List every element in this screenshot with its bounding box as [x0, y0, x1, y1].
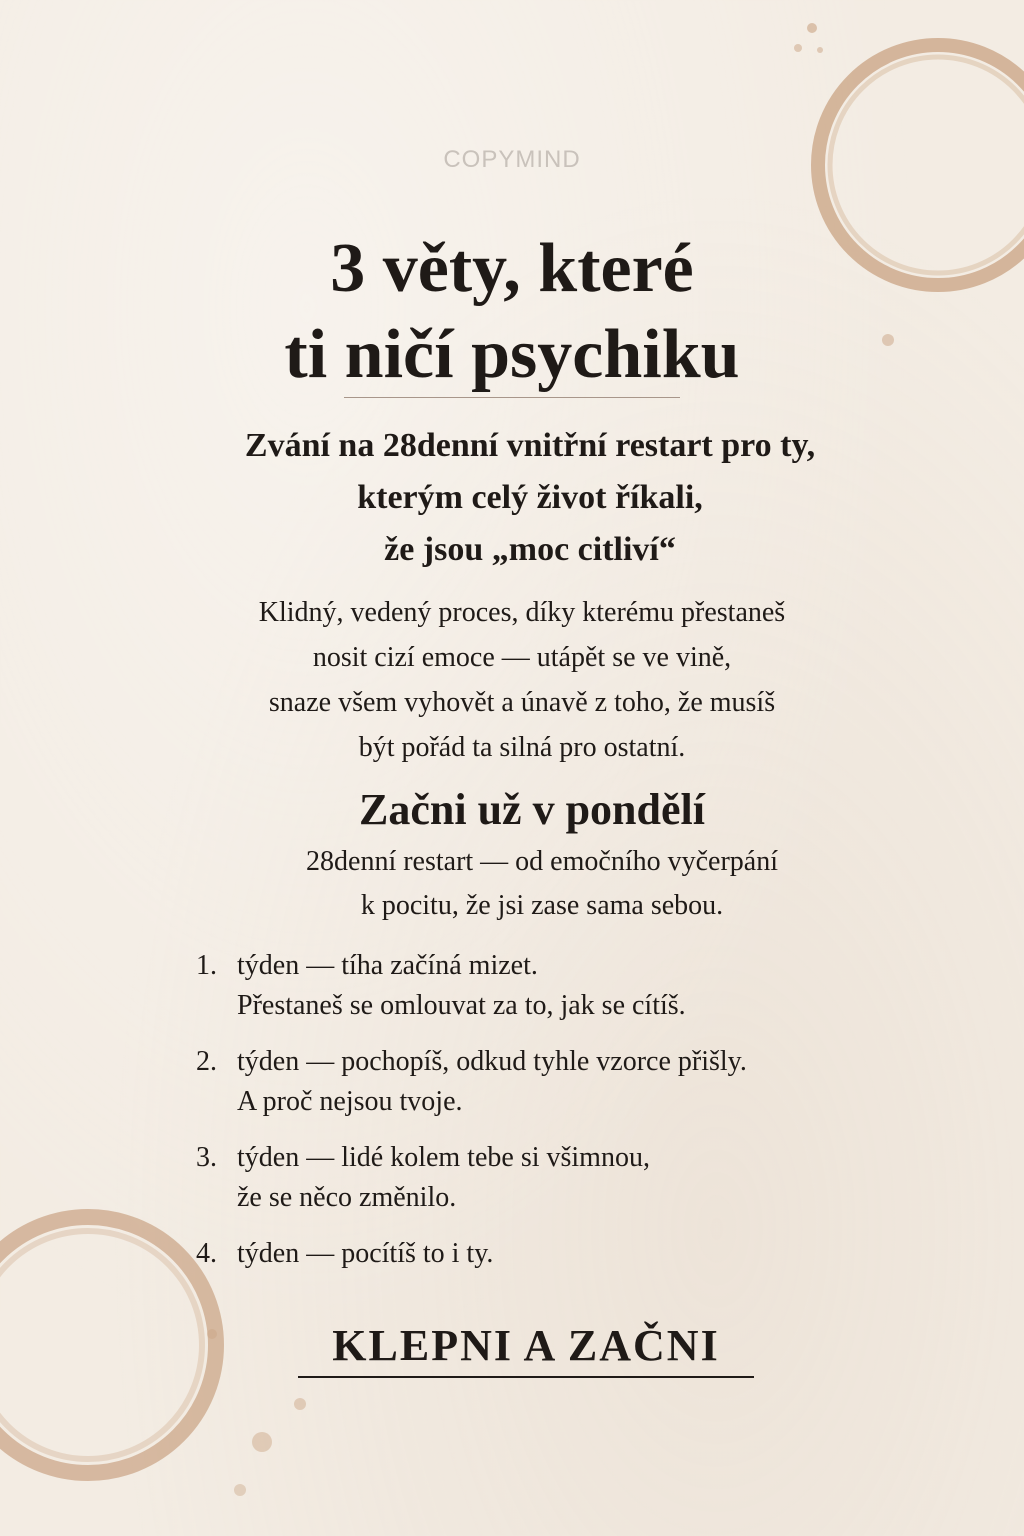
subheading-line: k pocitu, že jsi zase sama sebou.	[360, 890, 724, 921]
list-item-line: týden — pocítíš to i ty.	[237, 1238, 494, 1269]
description-line: snaze všem vyhovět a únavě z toho, že musíš	[268, 687, 776, 718]
list-item-line: týden — pochopíš, odkud tyhle vzorce přišly.	[237, 1046, 747, 1077]
title-line: ti ničí psychiku	[284, 316, 740, 393]
list-item-line: že se něco změnilo.	[237, 1182, 457, 1213]
list-item-line: týden — tíha začíná mizet.	[237, 950, 538, 981]
title-divider	[344, 397, 680, 398]
list-item-line: Přestaneš se omlouvat za to, jak se cítíš.	[237, 990, 686, 1021]
brand-watermark: COPYMIND	[443, 146, 581, 173]
description	[0, 590, 1024, 770]
subtitle-line: že jsou „moc citliví“	[384, 531, 676, 568]
description-line: Klidný, vedený proces, díky kterému přestaneš	[258, 597, 786, 628]
subheading-line: 28denní restart — od emočního vyčerpání	[306, 846, 778, 877]
list-item-line: týden — lidé kolem tebe si všimnou,	[237, 1142, 650, 1173]
list-item	[196, 1042, 916, 1122]
description-line: nosit cizí emoce — utápět se ve vině,	[312, 642, 732, 673]
page-title	[0, 226, 1024, 398]
list-item-line: A proč nejsou tvoje.	[237, 1086, 463, 1117]
subtitle	[0, 420, 1024, 576]
section-heading: Začni už v pondělí	[359, 785, 705, 834]
list-number: 2.	[196, 1046, 217, 1077]
cta-underline	[298, 1376, 754, 1378]
cta-button[interactable]: KLEPNI A ZAČNI	[332, 1321, 720, 1370]
week-list	[196, 946, 916, 1290]
subtitle-line: Zvání na 28denní vnitřní restart pro ty,	[244, 427, 816, 464]
list-number: 3.	[196, 1142, 217, 1173]
list-number: 4.	[196, 1238, 217, 1269]
list-item	[196, 1138, 916, 1218]
list-number: 1.	[196, 950, 217, 981]
title-line: 3 věty, které	[330, 230, 694, 307]
section-subheading	[0, 840, 1024, 928]
subtitle-line: kterým celý život říkali,	[357, 479, 703, 516]
list-item	[196, 946, 916, 1026]
list-item	[196, 1234, 916, 1274]
description-line: být pořád ta silná pro ostatní.	[358, 732, 686, 763]
